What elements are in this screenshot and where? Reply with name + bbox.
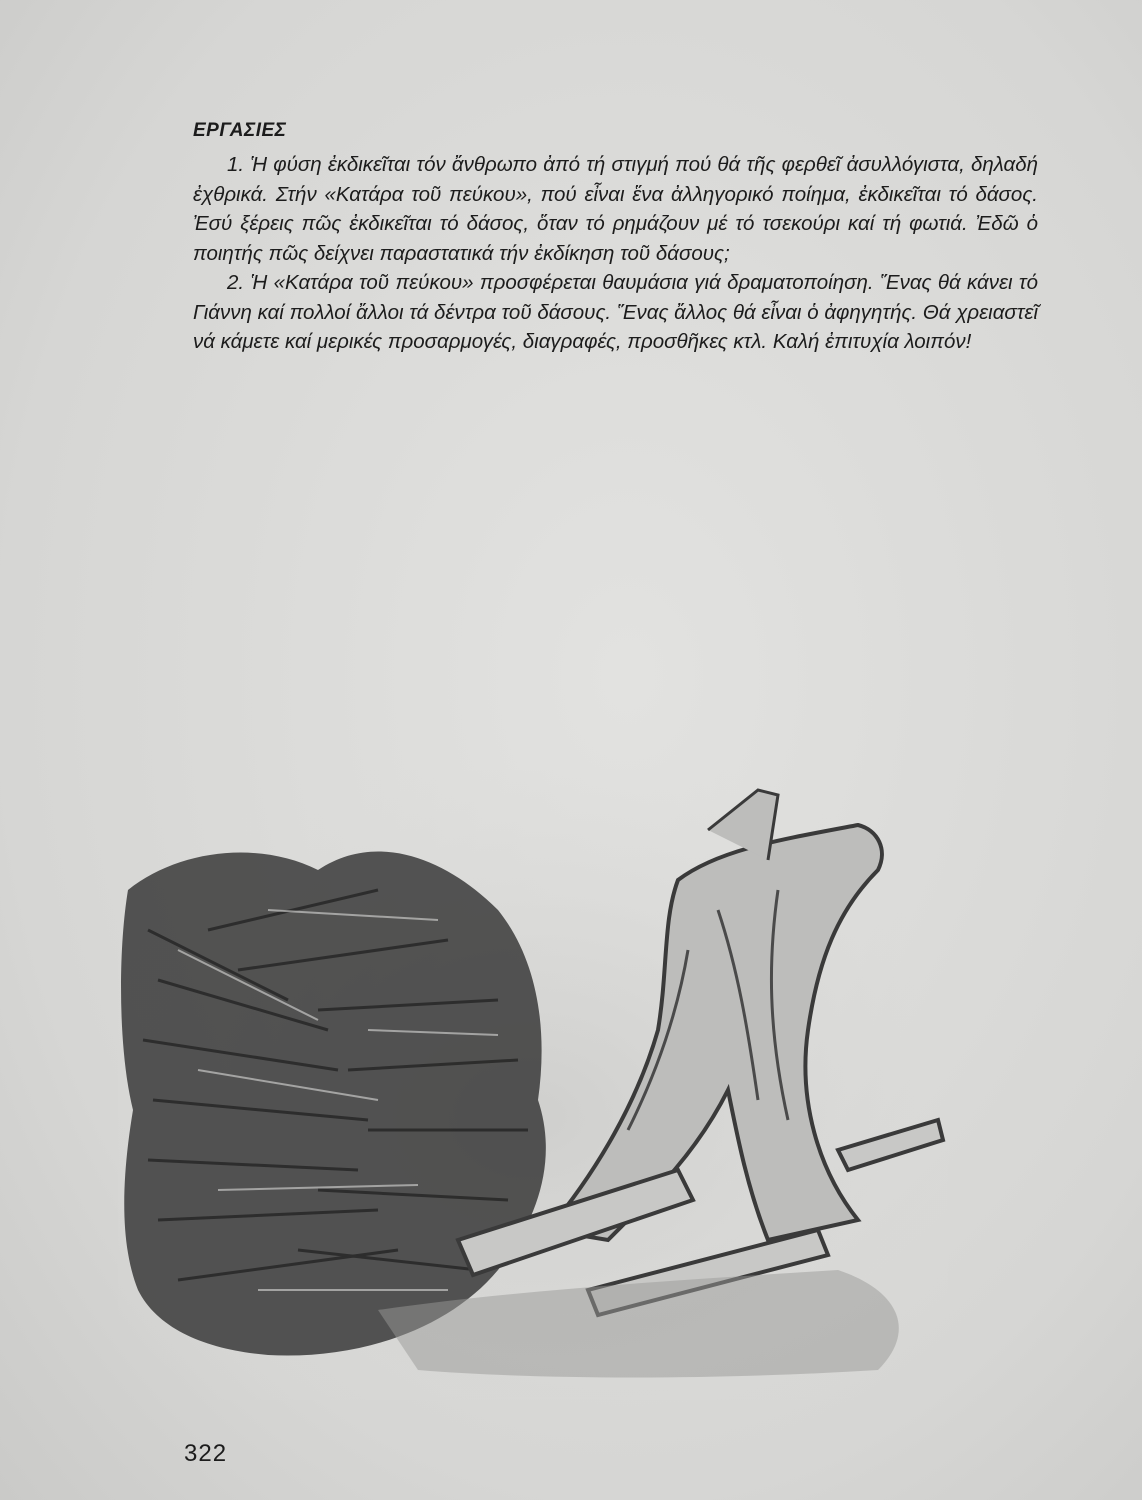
section-heading: ΕΡΓΑΣΙΕΣ	[193, 120, 287, 141]
exercise-item-2: 2. Ἡ «Κατάρα τοῦ πεύκου» προσφέρεται θαυμάσια γιά δραματοποίηση. Ἕνας θά κάνει τό Γιάννη καί πολλοί ἄλλοι τά δέντρα τοῦ δάσους. Ἕνας ἄλλος θά εἶναι ὁ ἀφηγητής. Θά χρειαστεῖ νά κάμετε καί μερικές προσαρμογές, διαγραφές, προσθῆκες κτλ. Καλή ἐπιτυχία λοιπόν!	[193, 271, 1038, 353]
exercise-list	[193, 150, 1038, 357]
felled-tree-drawing-icon	[118, 770, 948, 1400]
exercise-item-1: 1. Ἡ φύση ἐκδικεῖται τόν ἄνθρωπο ἀπό τή στιγμή πού θά τῆς φερθεῖ ἀσυλλόγιστα, δηλαδή ἐχθρικά. Στήν «Κατάρα τοῦ πεύκου», πού εἶναι ἕνα ἀλληγορικό ποίημα, ἐκδικεῖται τό δάσος. Ἐσύ ξέρεις πῶς ἐκδικεῖται τό δάσος, ὅταν τό ρημάζουν μέ τό τσεκούρι καί τή φωτιά. Ἐδῶ ὁ ποιητής πῶς δείχνει παραστατικά τήν ἐκδίκηση τοῦ δάσους;	[193, 153, 1038, 265]
page-number: 322	[184, 1440, 228, 1467]
